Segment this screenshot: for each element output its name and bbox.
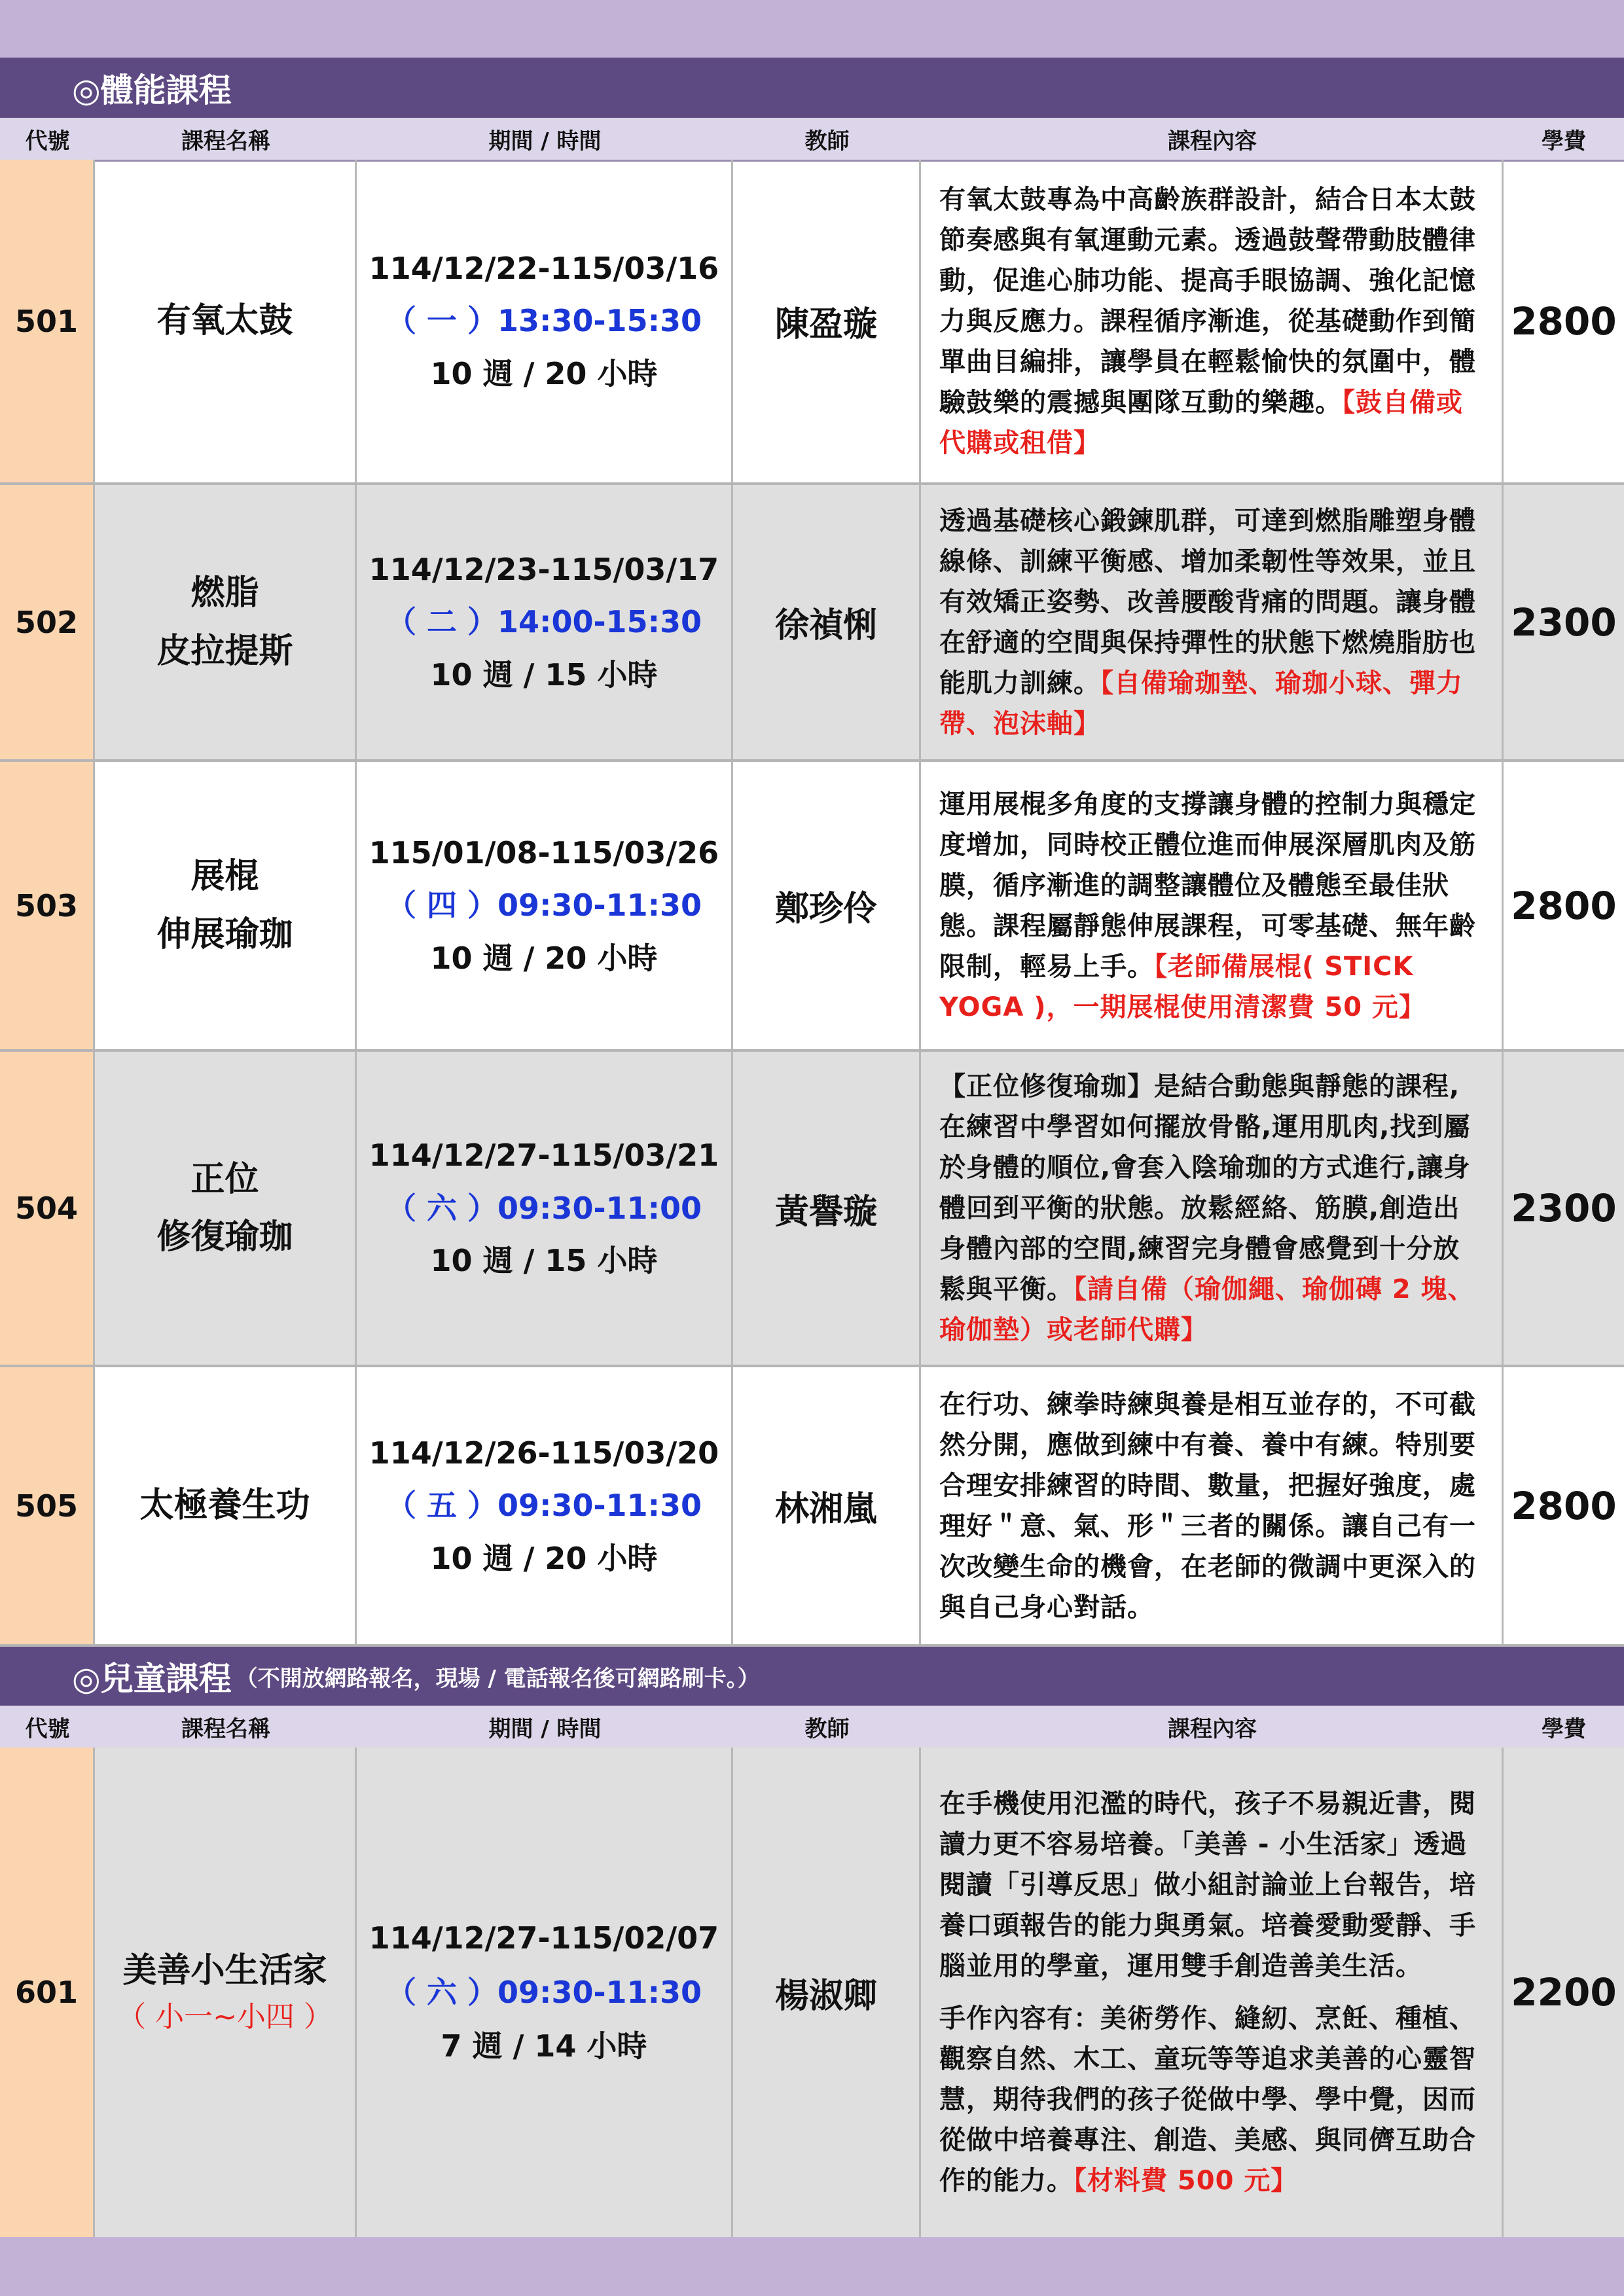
course-fee: 2300 <box>1504 1052 1624 1365</box>
header-period: 期間 / 時間 <box>488 1715 602 1742</box>
duration: 10 週 / 20 小時 <box>430 940 658 976</box>
weekday-time: （ 二 ）14:00-15:30 <box>386 604 702 640</box>
teacher-name: 徐禎悧 <box>733 485 921 759</box>
table-row <box>0 762 1624 1052</box>
table-row <box>0 1052 1624 1367</box>
duration: 10 週 / 20 小時 <box>430 355 658 391</box>
course-period <box>357 1367 733 1644</box>
weekday-time: （ 六 ）09:30-11:30 <box>386 1974 702 2010</box>
description-text: 運用展棍多角度的支撐讓身體的控制力與穩定度增加，同時校正體位進而伸展深層肌肉及筋膜，循序漸進的調整讓體位及體態至最佳狀態。課程屬靜態伸展課程，可零基礎、無年齡限制，輕易上手。 <box>939 789 1476 982</box>
course-name <box>95 160 357 482</box>
course-code: 502 <box>0 485 95 759</box>
course-code: 501 <box>0 160 95 482</box>
weekday-time: （ 五 ）09:30-11:30 <box>386 1488 702 1524</box>
header-fee: 學費 <box>1542 128 1586 154</box>
description-note: 【老師備展棍( STICK YOGA )，一期展棍使用清潔費 50 元】 <box>939 951 1426 1022</box>
course-description <box>921 485 1504 759</box>
course-sheet <box>0 58 1624 2237</box>
header-content: 課程內容 <box>1168 128 1257 154</box>
course-name <box>95 1748 357 2237</box>
date-range: 115/01/08-115/03/26 <box>369 834 719 870</box>
teacher-name: 陳盈璇 <box>733 160 921 482</box>
description-text: 【正位修復瑜珈】是結合動態與靜態的課程,在練習中學習如何擺放骨骼,運用肌肉,找到屬於身體的順位,會套入陰瑜珈的方式進行,讓身體回到平衡的狀態。放鬆經絡、筋膜,創造出身體內部的空間,練習完身體會感覺到十分放鬆與平衡。 <box>939 1071 1471 1304</box>
course-name-line: 皮拉提斯 <box>156 631 293 671</box>
course-code: 505 <box>0 1367 95 1644</box>
table-header-fitness <box>0 118 1624 162</box>
description-note: 【請自備（瑜伽繩、瑜伽磚 2 塊、瑜伽墊）或老師代購】 <box>939 1274 1475 1345</box>
header-fee: 學費 <box>1542 1715 1586 1742</box>
table-header-children <box>0 1706 1624 1749</box>
course-name-line: 正位 <box>190 1159 259 1199</box>
course-description <box>921 1052 1504 1365</box>
course-description <box>921 1367 1504 1644</box>
course-fee: 2800 <box>1511 1483 1617 1528</box>
section-title-children <box>0 1647 1624 1706</box>
course-fee: 2800 <box>1511 298 1617 344</box>
weekday-time: （ 六 ）09:30-11:00 <box>386 1190 702 1226</box>
header-code: 代號 <box>25 1715 70 1742</box>
description-note: 【鼓自備或代購或租借】 <box>939 387 1463 458</box>
teacher-name: 楊淑卿 <box>733 1748 921 2237</box>
course-code: 503 <box>0 762 95 1049</box>
header-name: 課程名稱 <box>181 128 270 154</box>
course-name-line: 伸展瑜珈 <box>156 914 293 954</box>
date-range: 114/12/22-115/03/16 <box>369 250 719 286</box>
course-period <box>357 485 733 759</box>
description-text: 在手機使用氾濫的時代，孩子不易親近書，閱讀力更不容易培養。「美善 - 小生活家」透過閱讀「引導反思」做小組討論並上台報告，培養口頭報告的能力與勇氣。培養愛動愛靜、手腦並用的學童，運用雙手創造善美生活。 <box>939 1789 1476 1981</box>
course-name-line: 美善小生活家 <box>122 1951 327 1991</box>
course-name <box>95 1367 357 1644</box>
description-text: 在行功、練拳時練與養是相互並存的，不可截然分開，應做到練中有養、養中有練。特別要合理安排練習的時間、數量，把握好強度，處理好＂意、氣、形＂三者的關係。讓自己有一次改變生命的機會，在老師的微調中更深入的與自己身心對話。 <box>939 1389 1476 1623</box>
course-fee: 2300 <box>1504 485 1624 759</box>
header-name: 課程名稱 <box>181 1715 270 1742</box>
course-code: 504 <box>0 1052 95 1365</box>
header-code: 代號 <box>25 128 70 154</box>
course-grade-note: （ 小一~小四 ） <box>117 2000 333 2034</box>
course-name <box>95 762 357 1049</box>
description-note: 【自備瑜珈墊、瑜珈小球、彈力帶、泡沫軸】 <box>939 668 1463 739</box>
course-name-line: 有氧太鼓 <box>156 301 293 341</box>
teacher-name: 黃譽璇 <box>733 1052 921 1365</box>
course-name <box>95 485 357 759</box>
course-period <box>357 160 733 482</box>
table-row <box>0 1367 1624 1647</box>
table-row <box>0 485 1624 762</box>
section-title-text: ◎兒童課程 <box>72 1660 232 1698</box>
description-text: 透過基礎核心鍛鍊肌群，可達到燃脂雕塑身體線條、訓練平衡感、增加柔韌性等效果，並且有效矯正姿勢、改善腰酸背痛的問題。讓身體在舒適的空間與保持彈性的狀態下燃燒脂肪也能肌力訓練。 <box>939 505 1476 698</box>
section-note: （不開放網路報名，現場 / 電話報名後可網路刷卡。） <box>235 1665 760 1692</box>
duration: 7 週 / 14 小時 <box>441 2028 647 2064</box>
duration: 10 週 / 20 小時 <box>430 1540 658 1576</box>
date-range: 114/12/27-115/02/07 <box>369 1920 719 1956</box>
course-period <box>357 1052 733 1365</box>
header-teacher: 教師 <box>804 1715 850 1742</box>
table-row <box>0 160 1624 485</box>
course-name-line: 太極養生功 <box>139 1486 310 1526</box>
course-name <box>95 1052 357 1365</box>
header-period: 期間 / 時間 <box>488 128 602 154</box>
course-description <box>921 1748 1504 2237</box>
teacher-name: 鄭珍伶 <box>733 762 921 1049</box>
description-text: 有氧太鼓專為中高齡族群設計，結合日本太鼓節奏感與有氧運動元素。透過鼓聲帶動肢體律動，促進心肺功能、提高手眼協調、強化記憶力與反應力。課程循序漸進，從基礎動作到簡單曲目編排，讓學員在輕鬆愉快的氛圍中，體驗鼓樂的震撼與團隊互動的樂趣。 <box>939 184 1476 418</box>
header-content: 課程內容 <box>1168 1715 1257 1742</box>
course-name-line: 燃脂 <box>190 573 259 613</box>
course-name-line: 展棍 <box>190 857 259 897</box>
section-title-fitness <box>0 58 1624 118</box>
duration: 10 週 / 15 小時 <box>430 1243 658 1279</box>
course-description <box>921 762 1504 1049</box>
date-range: 114/12/27-115/03/21 <box>369 1138 719 1174</box>
section-title-text: ◎體能課程 <box>72 71 232 109</box>
date-range: 114/12/26-115/03/20 <box>369 1435 719 1471</box>
course-period <box>357 762 733 1049</box>
teacher-name: 林湘嵐 <box>733 1367 921 1644</box>
weekday-time: （ 一 ）13:30-15:30 <box>386 303 702 339</box>
course-description <box>921 160 1504 482</box>
course-name-line: 修復瑜珈 <box>156 1217 293 1257</box>
date-range: 114/12/23-115/03/17 <box>369 551 719 587</box>
header-teacher: 教師 <box>804 128 850 154</box>
description-text-2: 手作內容有：美術勞作、縫紉、烹飪、種植、觀察自然、木工、童玩等等追求美善的心靈智慧，期待我們的孩子從做中學、學中覺，因而從做中培養專注、創造、美感、與同儕互助合作的能力。 <box>939 2003 1476 2196</box>
table-row <box>0 1748 1624 2237</box>
description-note: 【材料費 500 元】 <box>1074 2166 1298 2196</box>
course-fee: 2200 <box>1504 1748 1624 2237</box>
duration: 10 週 / 15 小時 <box>430 656 658 692</box>
course-code: 601 <box>0 1748 95 2237</box>
weekday-time: （ 四 ）09:30-11:30 <box>386 888 702 924</box>
course-period <box>357 1748 733 2237</box>
course-fee: 2800 <box>1511 883 1617 928</box>
